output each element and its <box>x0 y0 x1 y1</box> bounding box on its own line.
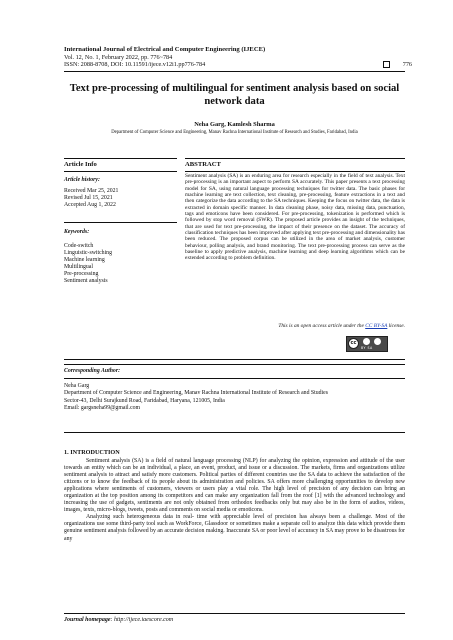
abstract-text: Sentiment analysis (SA) is an enduring area for research especially in the field of text analysis. Text pre-processing is an important aspect to perform SA accurately. This paper presents a text processing model for SA, using natural language processing techniques for twitter data. The basic phases for machine learning are text collection, text cleaning, pre-processing, feature extractions in a text and then categorize the data according to the SA techniques. Keeping the focus on twitter data, the data is extracted in domain specific manner. In data cleaning phase, noisy data, missing data, punctuation, tags and emoticons have been considered. For pre-processing, tokenization is performed which is followed by stop word removal (SWR). The proposed article provides an insight of the techniques, that are used for text pre-processing, the impact of their presence on the dataset. The accuracy of classification techniques has been improved after applying text pre-processing and dimensionality has been reduced. The proposed corpus can be utilized in the area of market analysis, customer behaviour, polling analysis, and brand monitoring. The text pre-processing process can serve as the baseline to apply predictive analysis, machine learning and deep learning algorithms which can be extended according to problem definition. <box>185 173 405 262</box>
license-suffix: license. <box>387 323 405 329</box>
keyword-item: Pre-processing <box>64 270 99 277</box>
cc-icon: cc <box>348 338 359 349</box>
keyword-item: Sentiment analysis <box>64 277 108 284</box>
history-received: Received Mar 25, 2021 <box>64 188 119 194</box>
homepage-label: Journal homepage <box>64 617 111 623</box>
footer-rule <box>64 613 405 614</box>
cc-license-badge[interactable] <box>346 336 388 352</box>
homepage-url[interactable]: : http://ijece.iaescore.com <box>110 617 174 623</box>
journal-issn: ISSN: 2088-8708, DOI: 10.11591/ijece.v12i1.pp776-784 <box>64 61 206 69</box>
introduction-paragraph: Analyzing such heterogeneous data in real- time with appreciable level of precision has always been a challenge. Most of the organizations use some third-party tool such as WorkForce, Glassdoor or sometimes make a separate cell to analyze this data which provide them genuine sentiment analysis followed by an accurate decision making. Inaccurate SA or poor level of accuracy in SA may prove to be disastrous for any <box>64 514 405 542</box>
journal-name: International Journal of Electrical and Computer Engineering (IJECE) <box>64 46 266 53</box>
history-heading: Article history: <box>64 177 100 183</box>
history-list <box>64 188 118 209</box>
by-icon <box>363 338 370 345</box>
paper-affiliation: Department of Computer Science and Engineering, Manav Rachna International Institute of Research and Studies, Faridabad, India <box>111 130 358 135</box>
corresponding-dept: Department of Computer Science and Engineering, Manav Rachna International Institute of Research and Studies <box>64 390 328 397</box>
journal-volume: Vol. 12, No. 1, February 2022, pp. 776~784 <box>64 53 173 61</box>
corresponding-top-rule <box>64 364 405 365</box>
history-accepted: Accepted Aug 1, 2022 <box>64 201 116 208</box>
journal-header <box>64 46 412 69</box>
introduction-body <box>64 458 405 543</box>
page-number: 776 <box>402 61 412 68</box>
history-revised: Revised Jul 15, 2021 <box>64 194 113 201</box>
introduction-paragraph: Sentiment analysis (SA) is a field of natural language processing (NLP) for analyzing the opinion, expression and attitude of the user towards an entity which can be an individual, a place, an event, product, and issue or a discussion. The markets, firms and organizations utilize sentiment analysis to attract and satisfy more customers. Political parties of different countries use the SA data to achieve the satisfaction of the citizens or to know the feedback of its people about its administration and policies. SA offers more challenging opportunities to develop new applications where sentiments of customers, viewers or users play a vital role. The high level of precision of any decision can bring an organization at the top position among its competitors and can make any organization fall from the roof [1] with the advanced technology and increasing the use of gadgets, sentiments are not only obtained from orthodox feedbacks only but may also be in the form of audios, videos, images, texts, micro-blogs, tweets, posts and comments on social media or emoticons. <box>64 458 405 514</box>
article-info-heading: Article Info <box>64 161 97 168</box>
corresponding-address: Sector-43, Delhi Surajkund Road, Faridabad, Haryana, 121005, India <box>64 397 225 404</box>
keywords-heading: Keywords: <box>64 229 90 235</box>
keywords-list <box>64 243 112 284</box>
license-prefix: This is an open access article under the <box>278 323 366 329</box>
abstract-heading: ABSTRACT <box>185 161 221 168</box>
abstract-top-rule <box>185 158 405 159</box>
journal-homepage <box>64 617 173 623</box>
sa-icon <box>374 338 381 345</box>
header-divider <box>64 71 405 72</box>
keyword-item: Linguistic-switching <box>64 249 112 256</box>
license-note <box>185 323 405 329</box>
keyword-item: Code-switch <box>64 243 94 249</box>
paper-title: Text pre-processing of multilingual for sentiment analysis based on social network data <box>69 83 400 107</box>
keyword-item: Machine learning <box>64 256 105 263</box>
corresponding-rule <box>64 378 405 379</box>
abstract-rule <box>185 171 405 172</box>
square-icon <box>383 61 390 68</box>
corresponding-author <box>64 383 405 412</box>
paper-authors: Neha Garg, Kamlesh Sharma <box>194 121 275 128</box>
corresponding-heading: Corresponding Author: <box>64 368 121 374</box>
info-bottom-rule <box>64 359 405 360</box>
introduction-heading: 1. INTRODUCTION <box>64 449 120 456</box>
keyword-item: Multilingual <box>64 263 93 270</box>
license-link[interactable]: CC BY-SA <box>365 323 388 329</box>
corresponding-bottom-rule <box>64 432 405 433</box>
corresponding-name: Neha Garg <box>64 383 90 389</box>
corresponding-email[interactable]: Email: gargsneha99@gmail.com <box>64 404 141 411</box>
article-info-rule <box>64 171 177 172</box>
keywords-rule <box>64 222 177 223</box>
article-info-top-rule <box>64 158 177 159</box>
cc-badge-label: BY SA <box>361 345 373 350</box>
